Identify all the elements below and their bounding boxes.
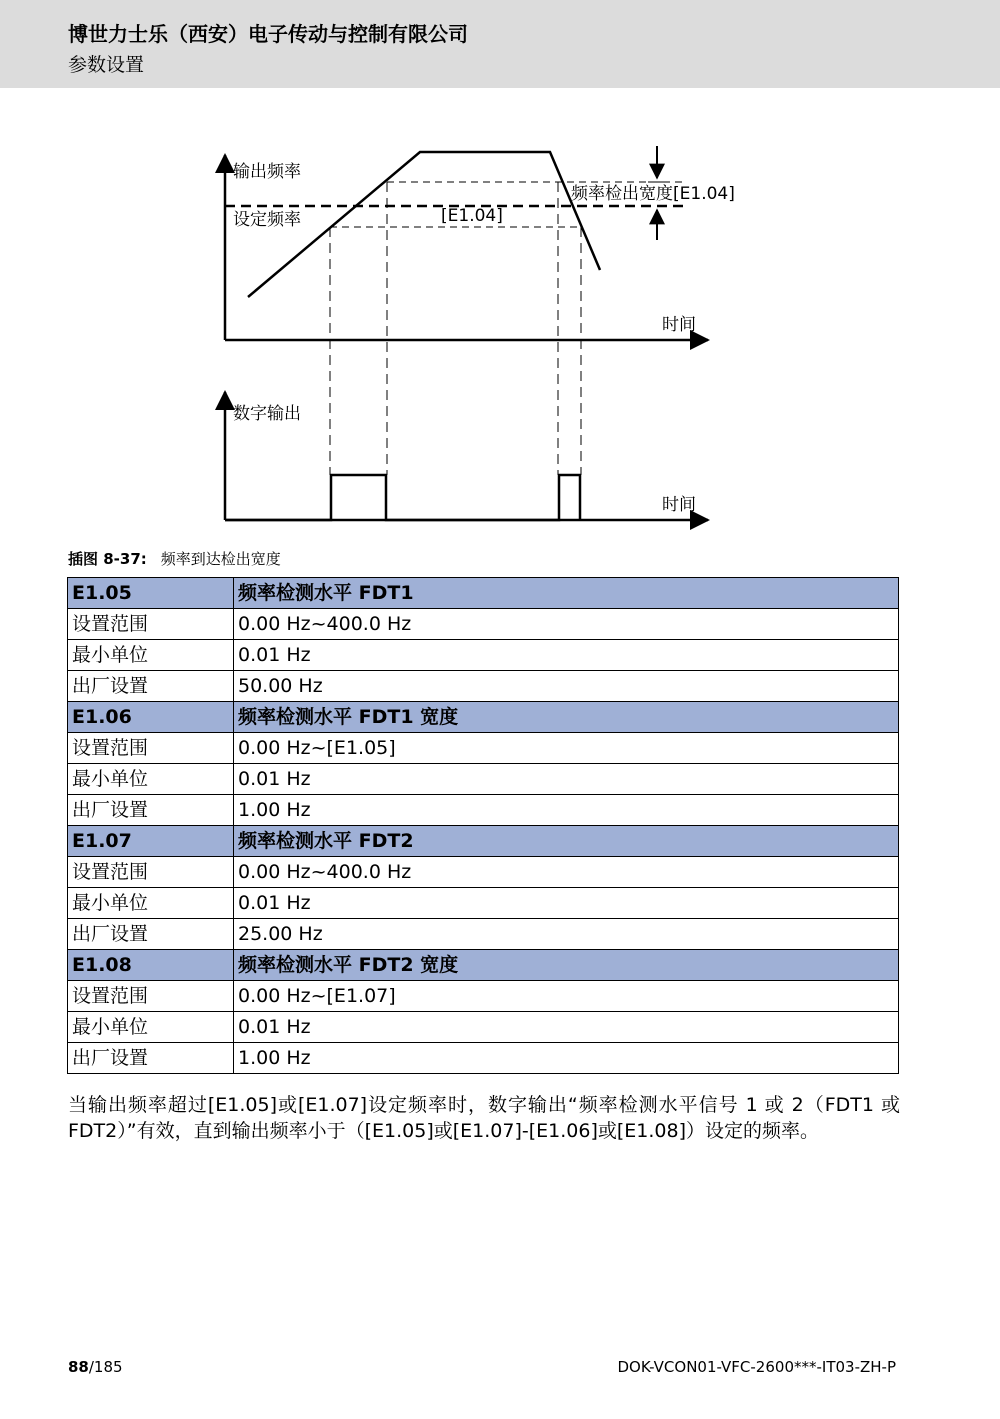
label-digital-output: 数字输出 <box>233 404 301 424</box>
label-time-bottom: 时间 <box>662 495 696 515</box>
param-value: 0.01 Hz <box>234 640 899 671</box>
param-value: 0.00 Hz~[E1.07] <box>234 981 899 1012</box>
param-value: 0.01 Hz <box>234 1012 899 1043</box>
caption-title: 频率到达检出宽度 <box>160 550 281 568</box>
param-value: 50.00 Hz <box>234 671 899 702</box>
page-current: 88 <box>68 1358 89 1376</box>
param-row <box>68 764 899 795</box>
param-value: 1.00 Hz <box>234 1043 899 1074</box>
param-value: 1.00 Hz <box>234 795 899 826</box>
param-value: 0.00 Hz~400.0 Hz <box>234 857 899 888</box>
label-time-top: 时间 <box>662 315 696 335</box>
param-value: 0.01 Hz <box>234 764 899 795</box>
param-row <box>68 640 899 671</box>
param-row <box>68 1012 899 1043</box>
label-detect-width: 频率检出宽度[E1.04] <box>571 184 735 204</box>
document-id: DOK-VCON01-VFC-2600***-IT03-ZH-P <box>617 1358 896 1376</box>
label-set-frequency: 设定频率 <box>233 210 301 230</box>
section-title: 参数设置 <box>68 54 145 76</box>
param-row <box>68 733 899 764</box>
param-label: 出厂设置 <box>68 919 234 950</box>
param-value: 0.01 Hz <box>234 888 899 919</box>
param-value: 0.00 Hz~400.0 Hz <box>234 609 899 640</box>
param-value: 0.00 Hz~[E1.05] <box>234 733 899 764</box>
caption-number: 插图 8-37: <box>68 550 147 568</box>
description-paragraph: 当输出频率超过[E1.05]或[E1.07]设定频率时，数字输出“频率检测水平信号 1 或 2（FDT1 或 FDT2）”有效，直到输出频率小于（[E1.05]或[E1.07]-[E1.06]或[E1.08]）设定的频率。 <box>68 1094 900 1142</box>
param-label: 出厂设置 <box>68 671 234 702</box>
param-header-row <box>68 826 899 857</box>
param-label: 出厂设置 <box>68 795 234 826</box>
param-row <box>68 981 899 1012</box>
frequency-detection-diagram <box>200 140 760 540</box>
param-label: 设置范围 <box>68 981 234 1012</box>
param-label: 设置范围 <box>68 609 234 640</box>
label-output-frequency: 输出频率 <box>233 162 301 182</box>
parameter-table <box>67 577 899 1074</box>
param-header-row <box>68 702 899 733</box>
param-label: 最小单位 <box>68 640 234 671</box>
param-row <box>68 857 899 888</box>
param-label: 设置范围 <box>68 857 234 888</box>
param-row <box>68 671 899 702</box>
param-code: E1.08 <box>68 950 234 981</box>
label-e104: [E1.04] <box>441 206 503 226</box>
page-header <box>0 0 1000 88</box>
param-label: 设置范围 <box>68 733 234 764</box>
param-row <box>68 1043 899 1074</box>
param-code: E1.05 <box>68 578 234 609</box>
figure-caption <box>68 548 281 569</box>
param-label: 出厂设置 <box>68 1043 234 1074</box>
param-label: 最小单位 <box>68 1012 234 1043</box>
param-code: E1.07 <box>68 826 234 857</box>
param-row <box>68 795 899 826</box>
param-label: 最小单位 <box>68 764 234 795</box>
param-value: 25.00 Hz <box>234 919 899 950</box>
param-row <box>68 609 899 640</box>
page-number <box>68 1358 123 1376</box>
param-header-row <box>68 950 899 981</box>
param-name: 频率检测水平 FDT2 <box>234 826 899 857</box>
param-name: 频率检测水平 FDT1 宽度 <box>234 702 899 733</box>
param-label: 最小单位 <box>68 888 234 919</box>
param-row <box>68 919 899 950</box>
param-row <box>68 888 899 919</box>
digital-output-signal <box>225 475 580 520</box>
param-name: 频率检测水平 FDT1 <box>234 578 899 609</box>
company-name: 博世力士乐（西安）电子传动与控制有限公司 <box>68 22 468 46</box>
param-header-row <box>68 578 899 609</box>
page-total: /185 <box>88 1358 123 1376</box>
param-code: E1.06 <box>68 702 234 733</box>
param-name: 频率检测水平 FDT2 宽度 <box>234 950 899 981</box>
